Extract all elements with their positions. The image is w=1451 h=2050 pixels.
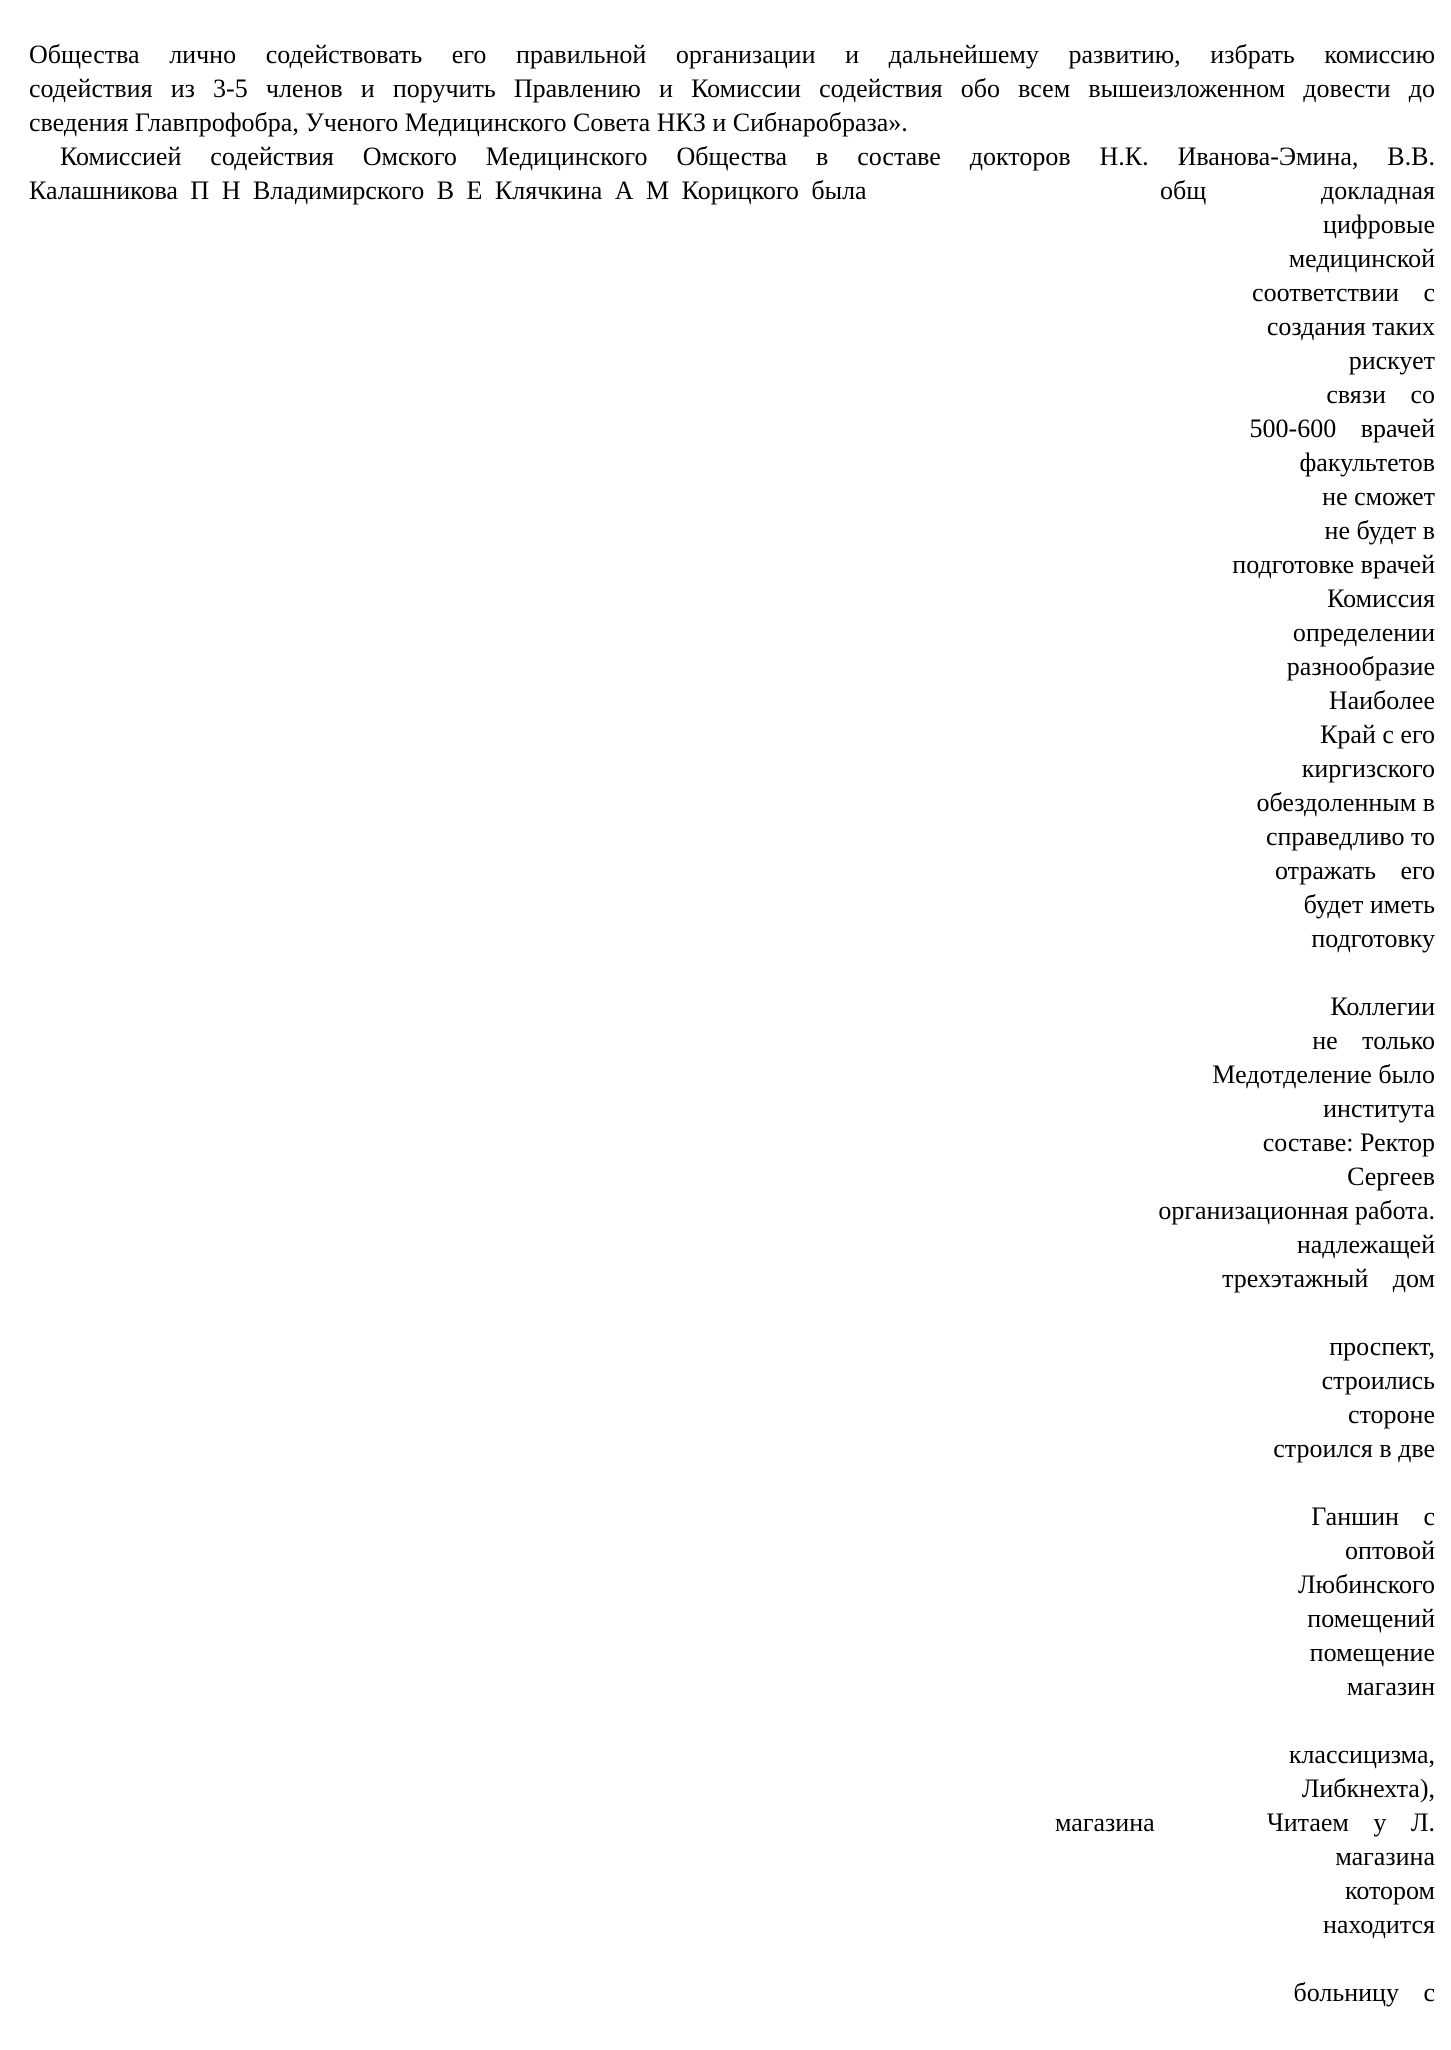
right-fragment: Наиболее (1328, 686, 1435, 715)
right-fragment: Медотделение было (1212, 1060, 1435, 1089)
right-fragment: больницу с (1293, 1978, 1435, 2007)
paragraph-top-line-2: содействия из 3-5 членов и поручить Правлению и Комиссии содействия обо всем вышеизложенном довести до (29, 74, 1435, 103)
right-fragment: Либкнехта), (1301, 1774, 1435, 1803)
right-fragment: соответствии с (1252, 278, 1435, 307)
right-fragment: справедливо то (1265, 822, 1435, 851)
right-fragment: Любинского (1298, 1570, 1435, 1599)
right-fragment: магазин (1346, 1672, 1435, 1701)
right-fragment: классицизма, (1288, 1740, 1435, 1769)
right-fragment: связи со (1326, 380, 1435, 409)
right-fragment: не будет в (1324, 516, 1435, 545)
right-fragment: цифровые (1323, 210, 1435, 239)
paragraph-top-line-1: Общества лично содействовать его правильной организации и дальнейшему развитию, избрать комиссию (29, 40, 1435, 69)
right-fragment: стороне (1347, 1400, 1435, 1429)
right-fragment: института (1323, 1094, 1435, 1123)
right-fragment: подготовку (1311, 924, 1435, 953)
right-fragment: помещений (1307, 1604, 1435, 1633)
paragraph-top-line-3: сведения Главпрофобра, Ученого Медицинского Совета НКЗ и Сибнаробраза». (29, 108, 908, 137)
right-fragment: Коллегии (1330, 992, 1435, 1021)
right-fragment: надлежащей (1296, 1230, 1435, 1259)
right-fragment: Край с его (1320, 720, 1435, 749)
right-fragment: строились (1321, 1366, 1435, 1395)
right-fragment: обездоленным в (1256, 788, 1435, 817)
paragraph-second-line-2-mid: общ (1160, 176, 1207, 205)
right-fragment: организационная работа. (1158, 1196, 1435, 1225)
right-fragment: рискует (1348, 346, 1435, 375)
right-fragment: оптовой (1345, 1536, 1435, 1565)
right-fragment: медицинской (1288, 244, 1435, 273)
right-fragment: магазина (1335, 1842, 1435, 1871)
right-fragment: строился в две (1273, 1434, 1435, 1463)
right-fragment: создания таких (1266, 312, 1435, 341)
paragraph-second-line-1: Комиссией содействия Омского Медицинского Общества в составе докторов Н.К. Иванова-Эмина, В.В. (60, 142, 1435, 171)
right-fragment: находится (1322, 1910, 1435, 1939)
right-fragment: подготовке врачей (1232, 550, 1435, 579)
right-fragment: факультетов (1299, 448, 1435, 477)
right-fragment: помещение (1309, 1638, 1435, 1667)
right-fragment: киргизского (1301, 754, 1435, 783)
right-fragment: Сергеев (1347, 1162, 1435, 1191)
right-fragment: определении (1292, 618, 1435, 647)
right-fragment: 500-600 врачей (1249, 414, 1435, 443)
paragraph-second-line-2-left: Калашникова П Н Владимирского В Е Клячкина А М Корицкого была (29, 176, 867, 205)
floating-fragment-magazina: магазина (1055, 1808, 1155, 1837)
right-fragment: будет иметь (1303, 890, 1435, 919)
right-fragment: отражать его (1275, 856, 1435, 885)
paragraph-second-line-2-right: докладная (1320, 176, 1435, 205)
right-fragment: Комиссия (1327, 584, 1435, 613)
right-fragment: Читаем у Л. (1266, 1808, 1435, 1837)
right-fragment: Ганшин с (1311, 1502, 1435, 1531)
right-fragment: составе: Ректор (1262, 1128, 1435, 1157)
right-fragment: разнообразие (1286, 652, 1435, 681)
right-column-fragments (835, 0, 1435, 2050)
right-fragment: трехэтажный дом (1222, 1264, 1435, 1293)
right-fragment: проспект, (1329, 1332, 1435, 1361)
right-fragment: не сможет (1322, 482, 1435, 511)
right-fragment: не только (1312, 1026, 1435, 1055)
right-fragment: котором (1345, 1876, 1435, 1905)
